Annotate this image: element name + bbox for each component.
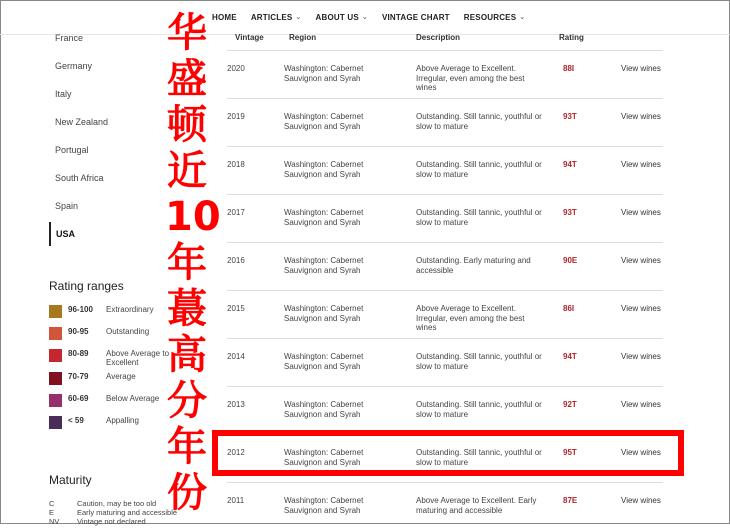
overlay-char: 高 [167,332,207,378]
region-cell: Washington: Cabernet Sauvignon and Syrah [284,496,364,515]
view-wines-link[interactable]: View wines [621,496,661,505]
country-link-italy[interactable]: Italy [55,89,72,99]
view-wines-link[interactable]: View wines [621,160,661,169]
overlay-char: 年 [167,424,207,470]
overlay-char: 年 [167,240,207,286]
description-cell: Outstanding. Still tannic, youthful or slow to mature [416,112,542,131]
rating-cell: 94T [563,160,577,169]
legend-label: Extraordinary [106,305,154,314]
vintage-cell: 2020 [227,64,245,73]
vintage-cell: 2017 [227,208,245,217]
region-cell: Washington: Cabernet Sauvignon and Syrah [284,304,364,323]
legend-label: Outstanding [106,327,150,336]
rating-cell: 88I [563,64,575,73]
legend-range: 96-100 [68,305,93,314]
vintage-cell: 2014 [227,352,245,361]
table-row [227,290,663,339]
vintage-cell: 2016 [227,256,245,265]
col-header-rating: Rating [559,33,584,42]
overlay-char: 盛 [167,56,207,102]
overlay-char: 近 [167,148,207,194]
chevron-down-icon: ⌄ [361,14,368,21]
rating-cell: 90E [563,256,578,265]
region-cell: Washington: Cabernet Sauvignon and Syrah [284,256,364,275]
country-link-france[interactable]: France [55,33,84,43]
legend-range: < 59 [68,416,84,425]
region-cell: Washington: Cabernet Sauvignon and Syrah [284,400,364,419]
rating-cell: 93T [563,208,577,217]
rating-ranges-title: Rating ranges [49,279,124,293]
view-wines-link[interactable]: View wines [621,208,661,217]
nav-home[interactable]: HOME [212,12,237,22]
overlay-annotation [165,10,221,516]
view-wines-link[interactable]: View wines [621,400,661,409]
legend-swatch [49,416,62,429]
country-link-usa[interactable]: USA [56,229,76,239]
nav-vintage-chart[interactable]: VINTAGE CHART [381,12,450,22]
chevron-down-icon: ⌄ [519,14,526,21]
overlay-char: 分 [167,378,207,424]
table-row [227,386,663,435]
col-header-description: Description [416,33,461,42]
maturity-code: C [49,499,55,508]
description-cell: Outstanding. Still tannic, youthful or slow to mature [416,448,542,467]
legend-swatch [49,349,62,362]
maturity-label: Early maturing and accessible [77,508,178,517]
description-cell: Outstanding. Still tannic, youthful or slow to mature [416,208,542,227]
legend-label: Appalling [106,416,139,425]
description-cell: Above Average to Excellent. Irregular, even among the best wines [416,304,525,332]
nav-resources[interactable]: RESOURCES ⌄ [463,12,526,22]
top-nav [212,0,525,34]
region-cell: Washington: Cabernet Sauvignon and Syrah [284,352,364,371]
table-row [227,338,663,387]
legend-swatch [49,372,62,385]
legend-range: 60-69 [68,394,89,403]
legend-label: Below Average [106,394,160,403]
country-link-spain[interactable]: Spain [55,201,79,211]
view-wines-link[interactable]: View wines [621,64,661,73]
table-row [227,50,663,99]
description-cell: Outstanding. Early maturing and accessible [416,256,531,275]
description-cell: Above Average to Excellent. Irregular, even among the best wines [416,64,525,92]
maturity-code: E [49,508,55,517]
maturity-title: Maturity [49,473,92,487]
view-wines-link[interactable]: View wines [621,448,661,457]
maturity-label: Vintage not declared [77,517,146,526]
country-link-germany[interactable]: Germany [55,61,93,71]
vintage-cell: 2012 [227,448,245,457]
country-link-portugal[interactable]: Portugal [55,145,89,155]
legend-label: Average [106,372,136,381]
legend-range: 70-79 [68,372,89,381]
col-header-region: Region [289,33,317,42]
legend-swatch [49,305,62,318]
view-wines-link[interactable]: View wines [621,256,661,265]
region-cell: Washington: Cabernet Sauvignon and Syrah [284,448,364,467]
table-row [227,98,663,147]
rating-cell: 94T [563,352,577,361]
region-cell: Washington: Cabernet Sauvignon and Syrah [284,208,364,227]
chevron-down-icon: ⌄ [295,14,302,21]
region-cell: Washington: Cabernet Sauvignon and Syrah [284,160,364,179]
table-row [227,242,663,291]
country-link-south-africa[interactable]: South Africa [55,173,104,183]
legend-label: Above Average to Excellent [106,349,170,367]
overlay-char: 顿 [167,102,207,148]
vintage-cell: 2011 [227,496,245,505]
legend-swatch [49,327,62,340]
table-row [227,146,663,195]
overlay-char: 份 [167,470,207,516]
nav-articles[interactable]: ARTICLES ⌄ [250,12,302,22]
legend-range: 80-89 [68,349,89,358]
view-wines-link[interactable]: View wines [621,112,661,121]
vintage-cell: 2019 [227,112,245,121]
rating-cell: 95T [563,448,577,457]
active-indicator [49,222,51,246]
rating-cell: 92T [563,400,577,409]
view-wines-link[interactable]: View wines [621,304,661,313]
nav-about-us[interactable]: ABOUT US ⌄ [315,12,368,22]
view-wines-link[interactable]: View wines [621,352,661,361]
vintage-cell: 2013 [227,400,245,409]
highlight-box [212,430,684,476]
maturity-label: Caution, may be too old [77,499,157,508]
vintage-cell: 2015 [227,304,245,313]
rating-cell: 87E [563,496,578,505]
region-cell: Washington: Cabernet Sauvignon and Syrah [284,64,364,83]
table-row [227,194,663,243]
description-cell: Outstanding. Still tannic, youthful or slow to mature [416,400,542,419]
country-link-new-zealand[interactable]: New Zealand [55,117,109,127]
vintage-cell: 2018 [227,160,245,169]
description-cell: Above Average to Excellent. Early maturing and accessible [416,496,537,515]
region-cell: Washington: Cabernet Sauvignon and Syrah [284,112,364,131]
maturity-code: NV [49,517,60,526]
nav-divider [0,34,730,35]
overlay-char: 蕞 [167,286,207,332]
rating-cell: 86I [563,304,575,313]
overlay-char: 华 [167,10,207,56]
legend-range: 90-95 [68,327,89,336]
legend-swatch [49,394,62,407]
overlay-char: 10 [165,194,221,240]
rating-cell: 93T [563,112,577,121]
description-cell: Outstanding. Still tannic, youthful or slow to mature [416,160,542,179]
description-cell: Outstanding. Still tannic, youthful or slow to mature [416,352,542,371]
col-header-vintage: Vintage [235,33,264,42]
